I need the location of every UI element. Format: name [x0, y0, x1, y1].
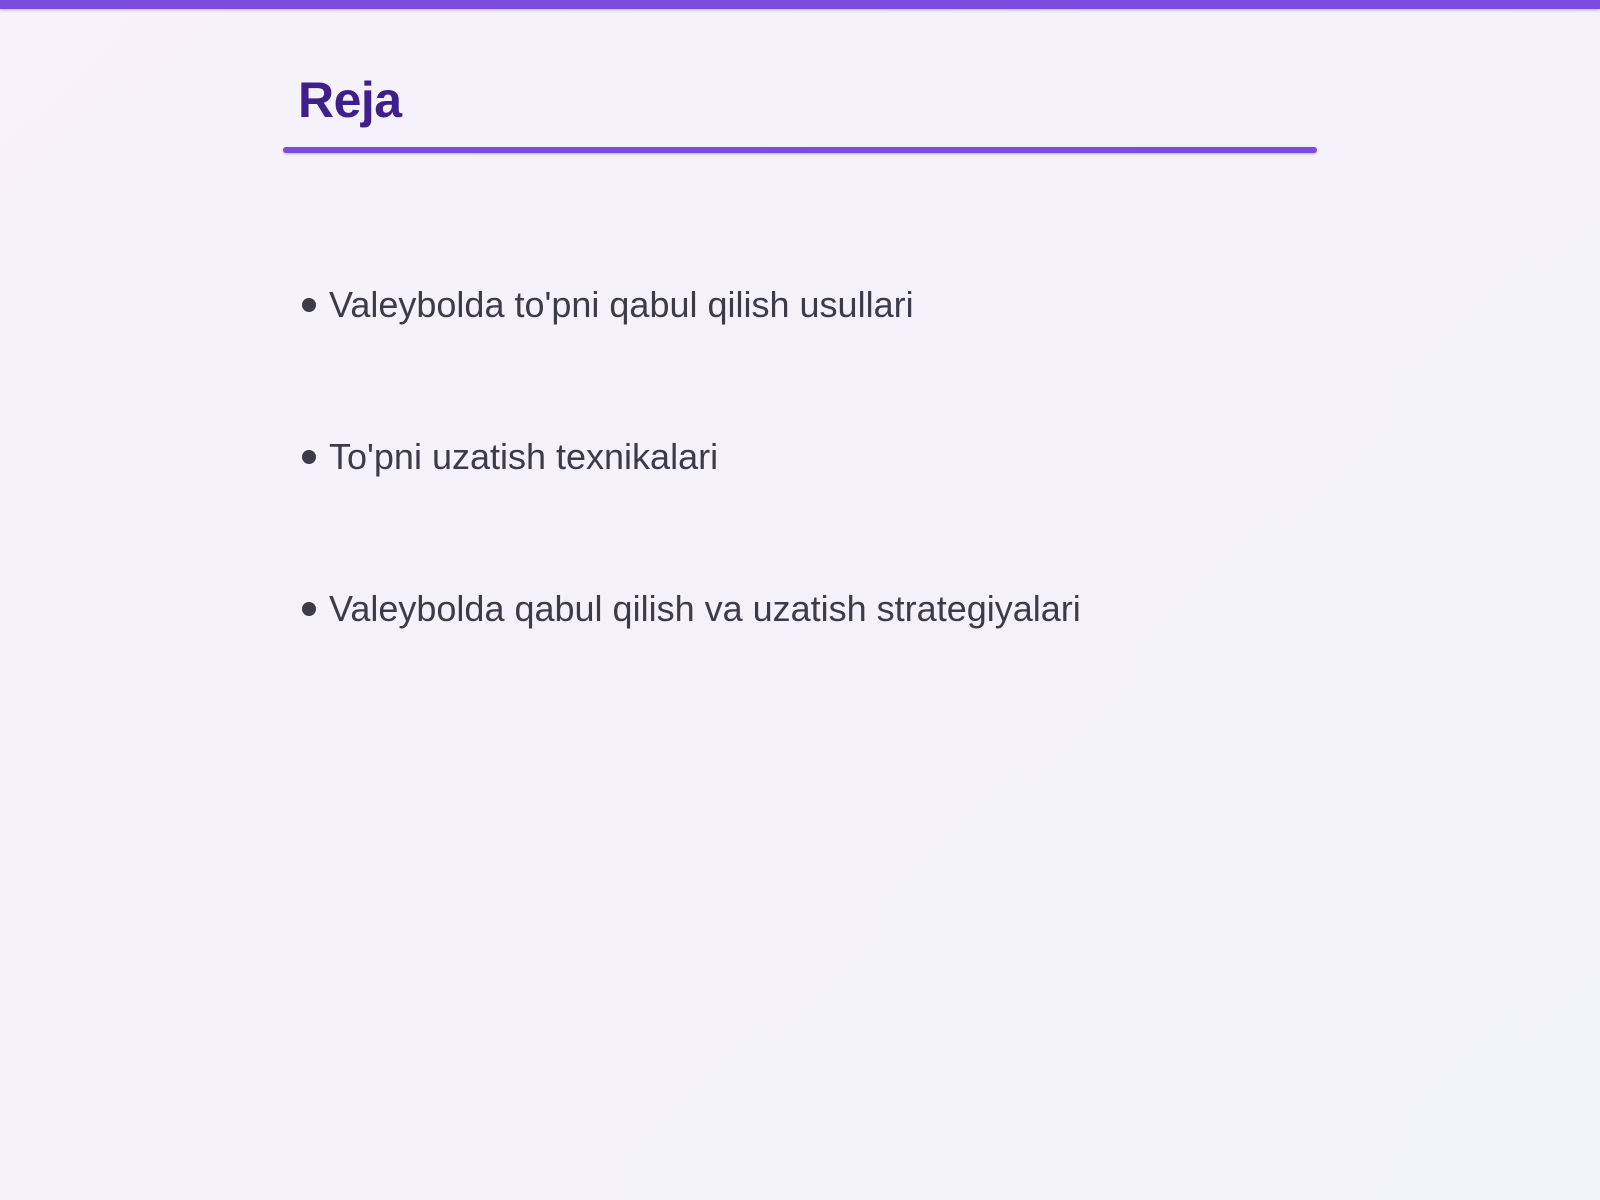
bullet-dot-icon: [302, 602, 316, 616]
bullet-text: Valeybolda to'pni qabul qilish usullari: [329, 284, 914, 325]
slide-title: Reja: [298, 72, 402, 128]
bullet-dot-icon: [302, 450, 316, 464]
bullet-text: To'pni uzatish texnikalari: [329, 436, 719, 477]
title-underline: [283, 147, 1317, 153]
bullet-dot-icon: [302, 298, 316, 312]
bullet-text: Valeybolda qabul qilish va uzatish strategiyalari: [329, 588, 1081, 629]
